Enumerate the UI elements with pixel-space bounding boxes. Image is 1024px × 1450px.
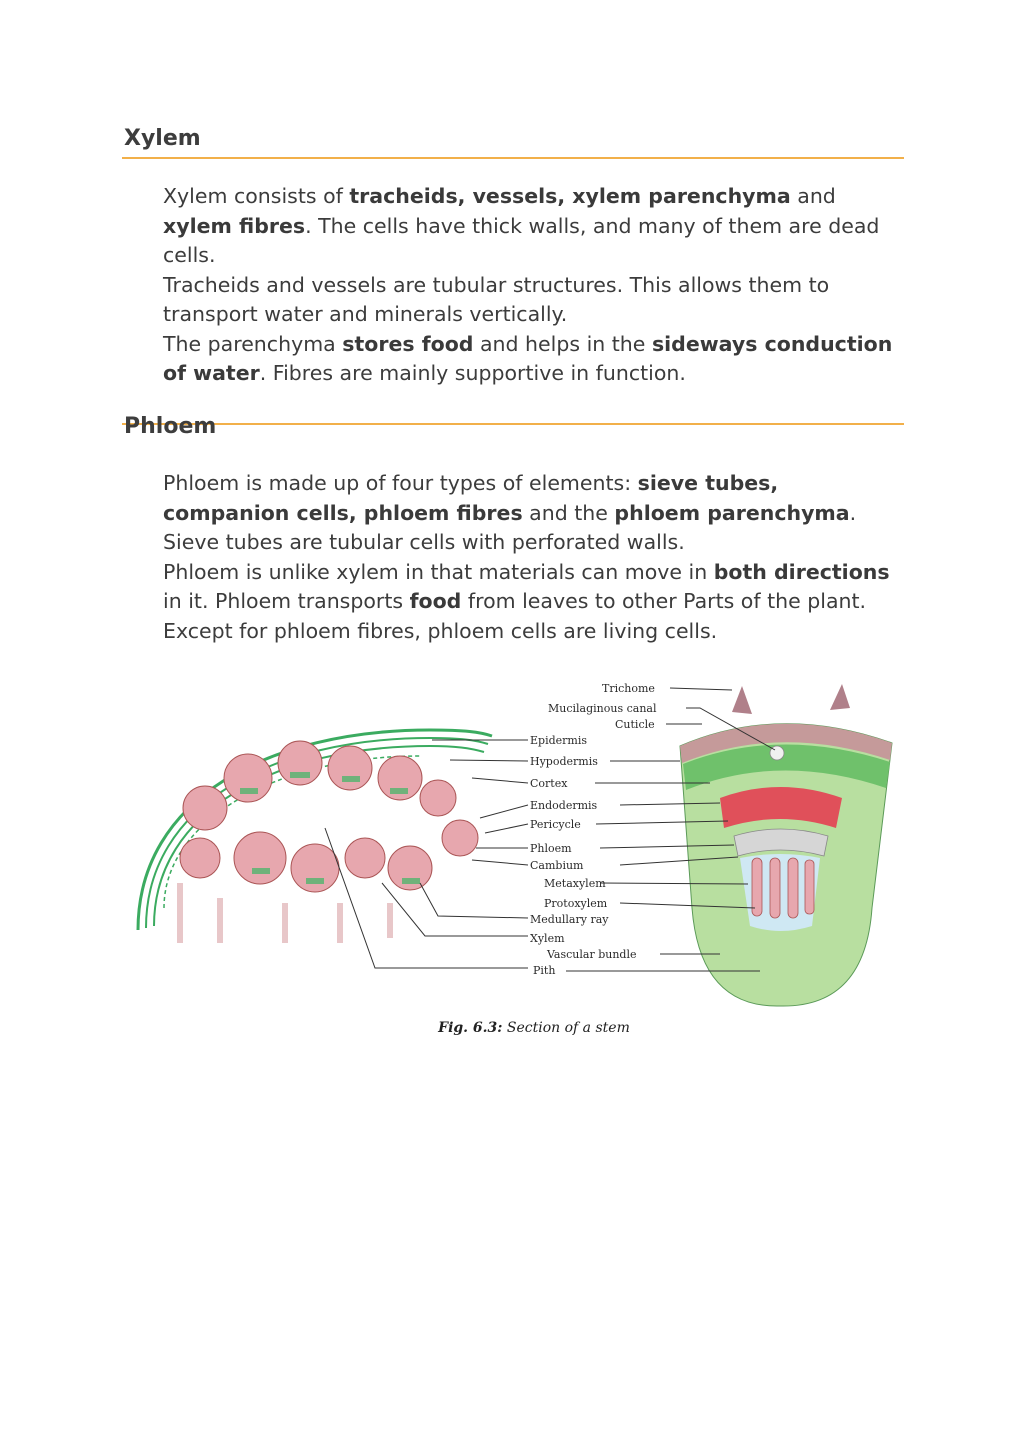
label-xylem: Xylem	[530, 932, 565, 945]
label-protoxylem: Protoxylem	[544, 897, 608, 910]
label-cambium: Cambium	[530, 859, 584, 872]
figure-caption: Fig. 6.3: Section of a stem	[438, 1020, 630, 1036]
phloem-heading: Phloem	[124, 414, 217, 439]
stem-cross-section	[138, 730, 528, 968]
phloem-divider	[122, 423, 904, 425]
label-metaxylem: Metaxylem	[544, 877, 606, 890]
label-phloem: Phloem	[530, 842, 572, 855]
xylem-paragraph-2: Tracheids and vessels are tubular structures. This allows them to transport water and minerals vertically.	[163, 272, 830, 326]
phloem-paragraph-4: Except for phloem fibres, phloem cells are living cells.	[163, 618, 718, 643]
phloem-paragraph-3: Phloem is unlike xylem in that materials can move in both directions in it. Phloem transports food from leaves to other Parts of the plant.	[163, 559, 890, 613]
label-hypodermis: Hypodermis	[530, 755, 598, 768]
xylem-divider	[122, 157, 904, 159]
label-cuticle: Cuticle	[615, 718, 655, 731]
xylem-heading: Xylem	[124, 126, 201, 151]
xylem-text	[163, 182, 903, 389]
phloem-paragraph-2: Sieve tubes are tubular cells with perforated walls.	[163, 530, 685, 554]
label-mucilaginous-canal: Mucilaginous canal	[548, 702, 657, 715]
label-trichome: Trichome	[602, 682, 655, 695]
label-cortex: Cortex	[530, 777, 568, 790]
xylem-paragraph-1: Xylem consists of tracheids, vessels, xylem parenchyma and xylem fibres. The cells have thick walls, and many of them are dead cells.	[163, 184, 880, 267]
label-pith: Pith	[533, 964, 556, 977]
vascular-bundles	[180, 741, 478, 892]
label-epidermis: Epidermis	[530, 734, 587, 747]
xylem-paragraph-3: The parenchyma stores food and helps in the sideways conduction of water. Fibres are mainly supportive in function.	[163, 331, 893, 385]
phloem-paragraph-1: Phloem is made up of four types of elements: sieve tubes, companion cells, phloem fibres and the phloem parenchyma.	[163, 471, 857, 525]
label-vascular-bundle: Vascular bundle	[547, 948, 637, 961]
phloem-text	[163, 469, 903, 646]
stem-section-figure	[120, 668, 910, 1018]
label-endodermis: Endodermis	[530, 799, 598, 812]
label-pericycle: Pericycle	[530, 818, 581, 831]
figure-labels	[530, 682, 657, 977]
label-medullary-ray: Medullary ray	[530, 913, 609, 926]
